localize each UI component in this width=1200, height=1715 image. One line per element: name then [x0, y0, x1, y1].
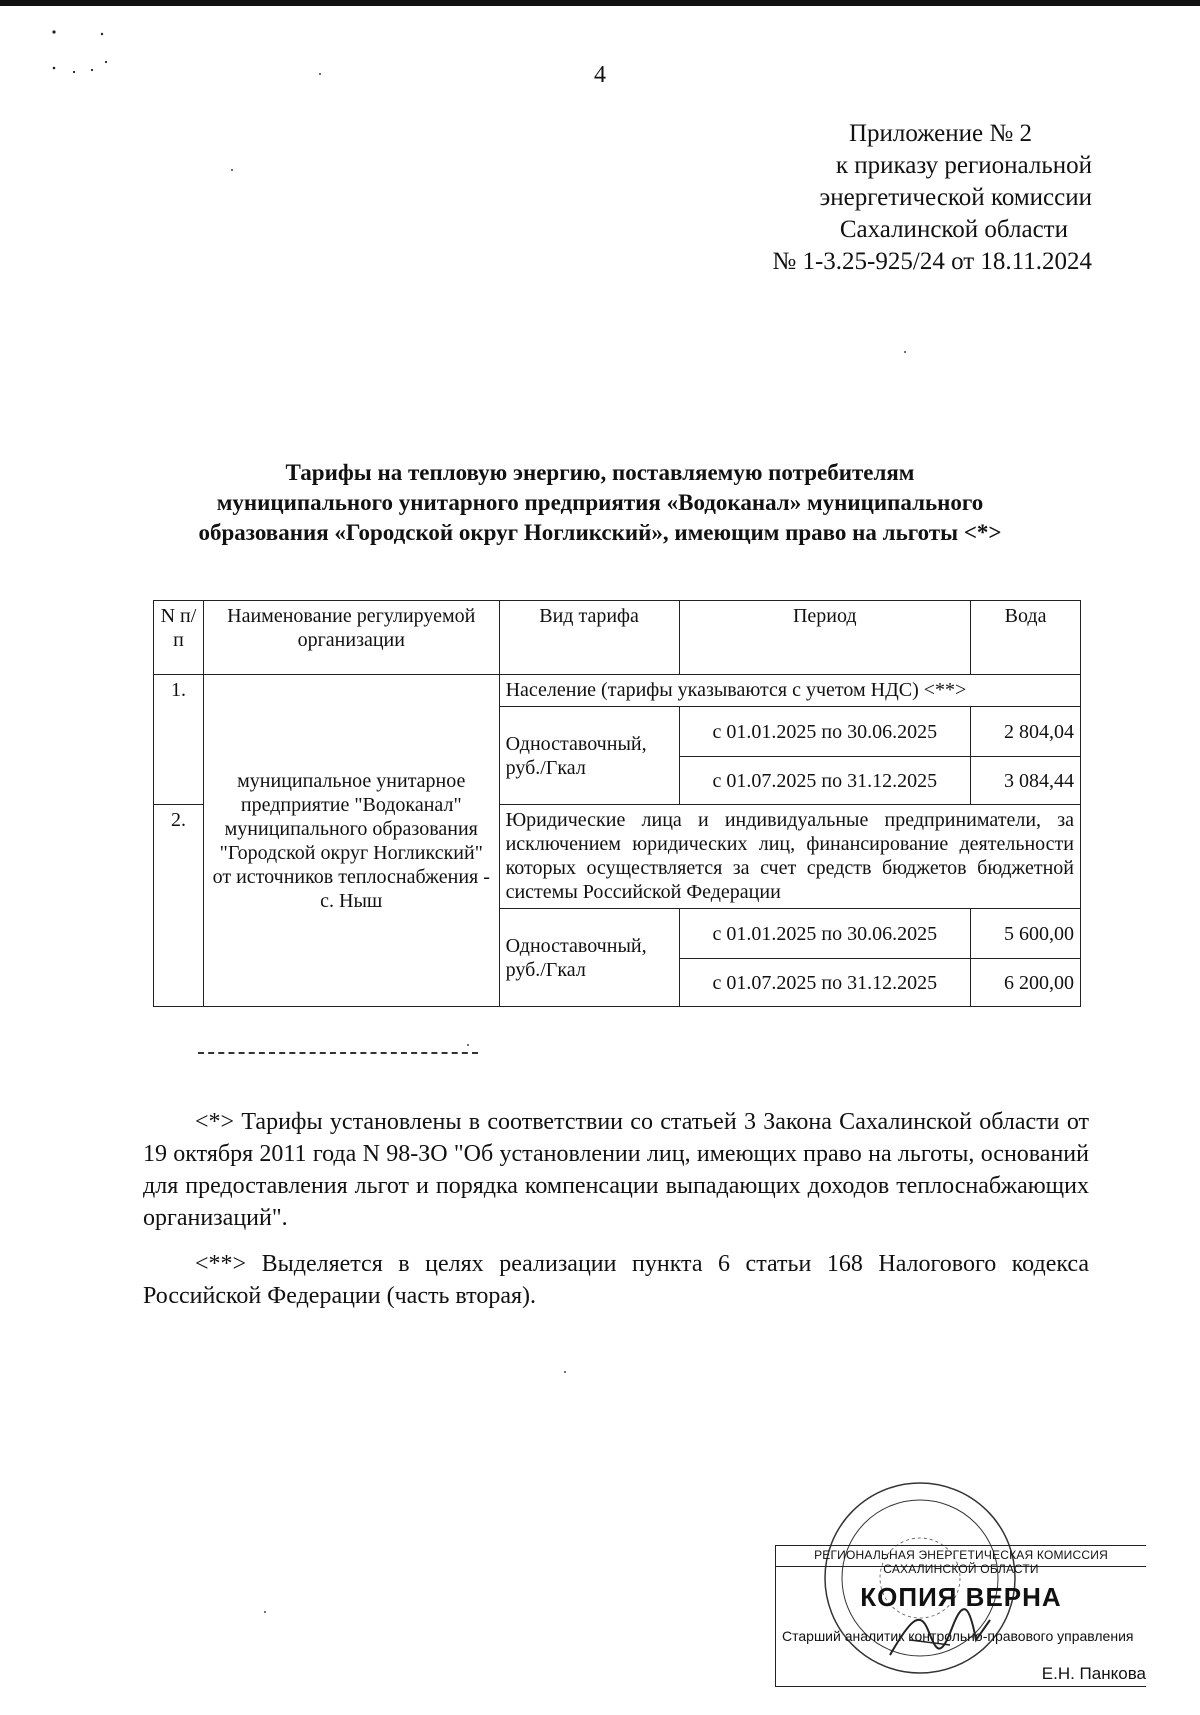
table-row: [154, 675, 1081, 707]
row-num: 2.: [154, 805, 204, 1007]
stamp-signatory-name: Е.Н. Панкова: [1041, 1664, 1146, 1683]
appendix-line: № 1-3.25-925/24 от 18.11.2024: [772, 248, 1092, 275]
appendix-line: к приказу региональной: [835, 152, 1092, 179]
page-number: 4: [594, 62, 606, 88]
appendix-line: Приложение № 2: [848, 120, 1032, 147]
table-header-row: [154, 601, 1081, 675]
tariff-value: 2 804,04: [971, 707, 1081, 757]
handwritten-signature-icon: [880, 1600, 1000, 1670]
tariff-type: Одноставочный, руб./Гкал: [499, 909, 679, 1007]
signature-line: [776, 1686, 1146, 1687]
tariff-value: 3 084,44: [971, 757, 1081, 805]
appendix-header: [672, 118, 1092, 278]
period-cell: с 01.07.2025 по 31.12.2025: [679, 757, 971, 805]
period-cell: с 01.01.2025 по 30.06.2025: [679, 909, 971, 959]
organization-name: муниципальное унитарное предприятие "Водоканал" муниципального образования "Городской округ Ногликский" от источников теплоснабжения - с. Ныш: [203, 675, 499, 1007]
stamp-organization: РЕГИОНАЛЬНАЯ ЭНЕРГЕТИЧЕСКАЯ КОМИССИЯ САХАЛИНСКОЙ ОБЛАСТИ: [814, 1548, 1108, 1576]
period-cell: с 01.01.2025 по 30.06.2025: [679, 707, 971, 757]
period-cell: с 01.07.2025 по 31.12.2025: [679, 959, 971, 1007]
footnote-1: <*> Тарифы установлены в соответствии со статьей 3 Закона Сахалинской области от 19 октября 2011 года N 98-ЗО "Об установлении лиц, имеющих право на льготы, оснований для предоставления льгот и порядка компенсации выпадающих доходов теплоснабжающих организаций".: [143, 1109, 1089, 1231]
stamp-copy-verified: КОПИЯ ВЕРНА: [860, 1582, 1062, 1612]
footnote-2: <**> Выделяется в целях реализации пункта 6 статьи 168 Налогового кодекса Российской Федерации (часть вторая).: [143, 1251, 1089, 1309]
document-title: [120, 458, 1080, 548]
header-num: N п/п: [154, 601, 204, 675]
tariffs-table: [153, 600, 1081, 1007]
appendix-line: энергетической комиссии: [819, 184, 1092, 211]
tariff-type: Одноставочный, руб./Гкал: [499, 707, 679, 805]
footnote-separator: [198, 1052, 478, 1054]
tariff-value: 5 600,00: [971, 909, 1081, 959]
title-line: муниципального унитарного предприятия «Водоканал» муниципального: [216, 490, 984, 515]
header-water: Вода: [971, 601, 1081, 675]
header-organization: Наименование регулируемой организации: [203, 601, 499, 675]
stamp-rule: [776, 1566, 1146, 1567]
scan-top-edge: [0, 0, 1200, 6]
header-tariff-type: Вид тарифа: [499, 601, 679, 675]
tariff-value: 6 200,00: [971, 959, 1081, 1007]
stamp-position: Старший аналитик контрольно-правового управления: [782, 1628, 1134, 1644]
title-line: Тарифы на тепловую энергию, поставляемую потребителям: [285, 460, 915, 485]
row-num: 1.: [154, 675, 204, 805]
title-line: образования «Городской округ Ногликский», имеющим право на льготы <*>: [198, 520, 1002, 545]
category-label: Юридические лица и индивидуальные предприниматели, за исключением юридических лиц, финансирование деятельности которых осуществляется за счет средств бюджетов бюджетной системы Российской Федерации: [499, 805, 1080, 909]
category-label: Население (тарифы указываются с учетом НДС) <**>: [499, 675, 1080, 707]
header-period: Период: [679, 601, 971, 675]
appendix-line: Сахалинской области: [839, 216, 1068, 243]
